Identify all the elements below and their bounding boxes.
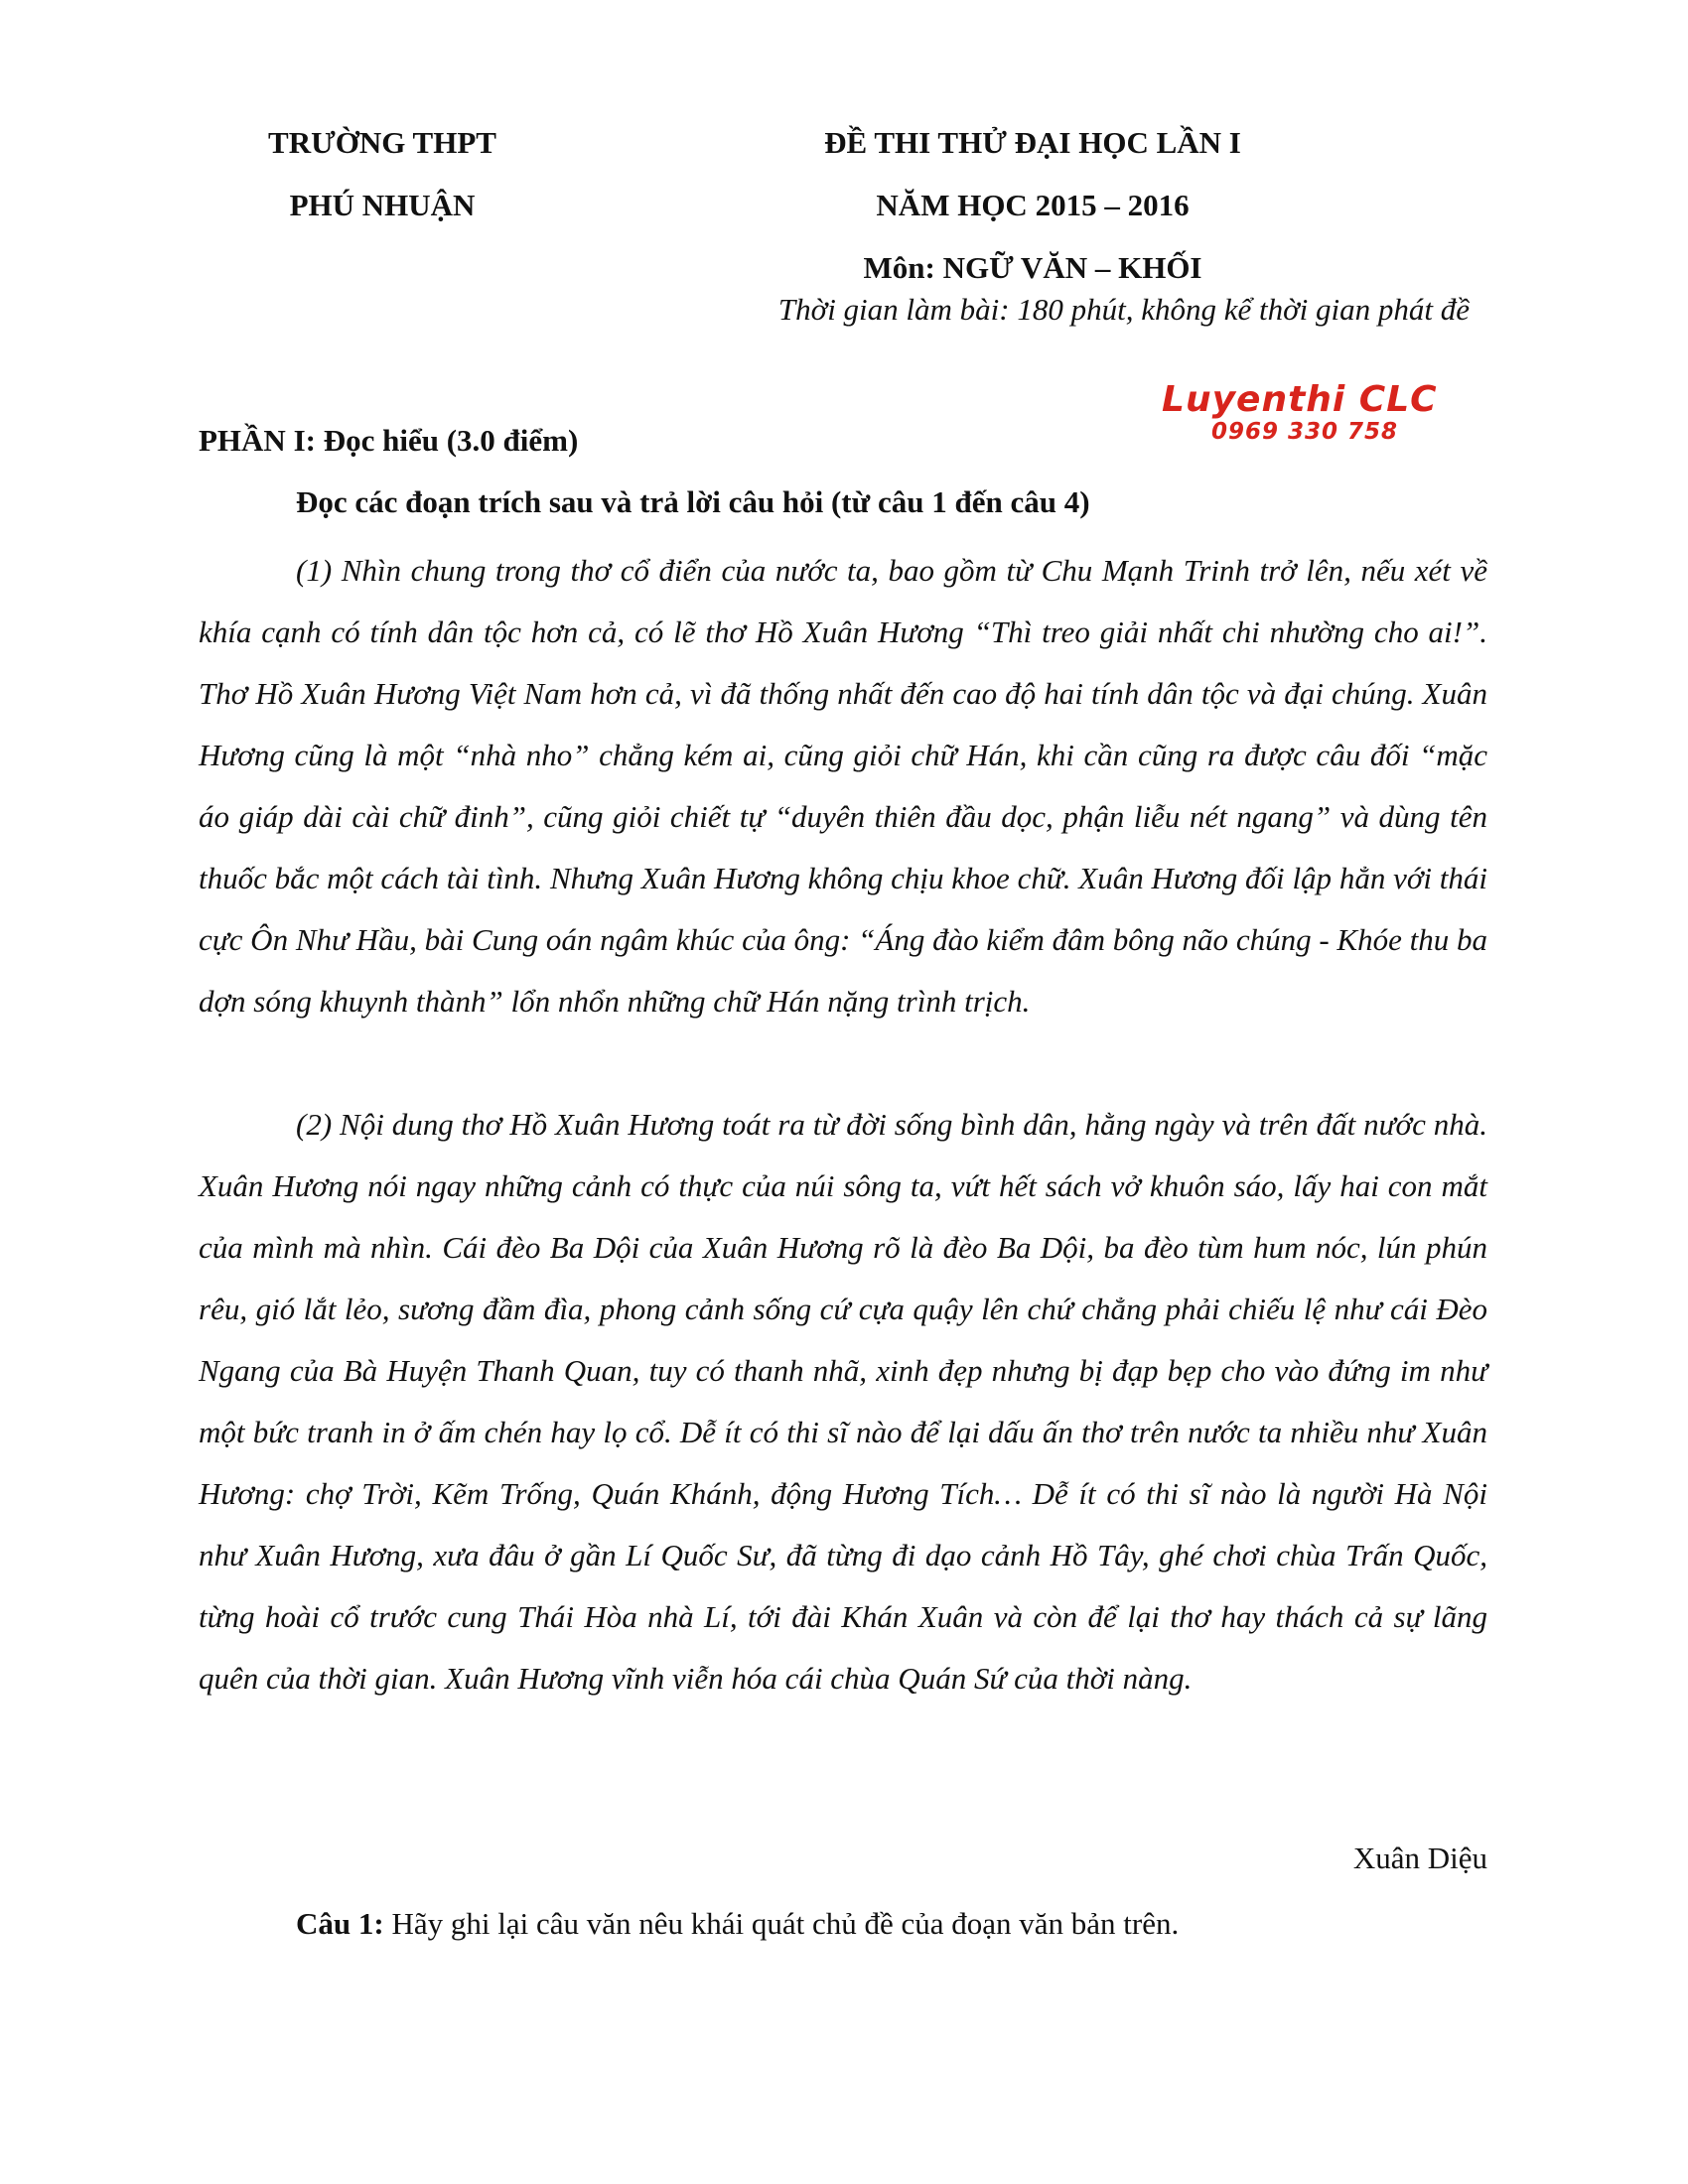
- watermark-brand: Luyenthi CLC: [1162, 379, 1438, 420]
- question-1-text: Hãy ghi lại câu văn nêu khái quát chủ đề của đoạn văn bản trên.: [383, 1906, 1180, 1941]
- question-1-label: Câu 1:: [296, 1906, 384, 1941]
- school-line-2: PHÚ NHUẬN: [289, 188, 476, 222]
- section-instruction: Đọc các đoạn trích sau và trả lời câu hỏi (từ câu 1 đến câu 4): [296, 484, 1090, 519]
- time-note: Thời gian làm bài: 180 phút, không kể thời gian phát đề: [777, 292, 1470, 327]
- watermark-logo: [1152, 379, 1489, 459]
- exam-title: ĐỀ THI THỬ ĐẠI HỌC LẦN I: [824, 125, 1241, 160]
- school-year: NĂM HỌC 2015 – 2016: [876, 188, 1190, 222]
- school-name: [199, 111, 566, 236]
- passage-author: Xuân Diệu: [1352, 1841, 1487, 1875]
- school-line-1: TRƯỜNG THPT: [268, 125, 496, 160]
- subject: Môn: NGỮ VĂN – KHỐI: [863, 250, 1202, 285]
- exam-header: [755, 111, 1311, 299]
- question-1: [296, 1906, 1179, 1942]
- watermark-phone: 0969 330 758: [1211, 419, 1399, 445]
- passage-paragraph-2: (2) Nội dung thơ Hồ Xuân Hương toát ra từ đời sống bình dân, hằng ngày và trên đất nước nhà. Xuân Hương nói ngay những cảnh có thực của núi sông ta, vứt hết sách vở khuôn sáo, lấy hai con mắt của mình mà nhìn. Cái đèo Ba Dội của Xuân Hương rõ là đèo Ba Dội, ba đèo tùm hum nóc, lún phún rêu, gió lắt lẻo, sương đầm đìa, phong cảnh sống cứ cựa quậy lên chứ chẳng phải chiếu lệ như cái Đèo Ngang của Bà Huyện Thanh Quan, tuy có thanh nhã, xinh đẹp nhưng bị đạp bẹp cho vào đứng im như một bức tranh in ở ấm chén hay lọ cổ. Dễ ít có thi sĩ nào để lại dấu ấn thơ trên nước ta nhiều như Xuân Hương: chợ Trời, Kẽm Trống, Quán Khánh, động Hương Tích… Dễ ít có thi sĩ nào là người Hà Nội như Xuân Hương, xưa đâu ở gần Lí Quốc Sư, đã từng đi dạo cảnh Hồ Tây, ghé chơi chùa Trấn Quốc, từng hoài cổ trước cung Thái Hòa nhà Lí, tới đài Khán Xuân và còn để lại thơ hay thách cả sự lãng quên của thời gian. Xuân Hương vĩnh viễn hóa cái chùa Quán Sứ của thời nàng.: [199, 1107, 1487, 1696]
- section-title: PHẦN I: Đọc hiểu (3.0 điểm): [199, 423, 579, 458]
- passage-paragraph-1: (1) Nhìn chung trong thơ cổ điển của nước ta, bao gồm từ Chu Mạnh Trinh trở lên, nếu xét về khía cạnh có tính dân tộc hơn cả, có lẽ thơ Hồ Xuân Hương “Thì treo giải nhất chi nhường cho ai!”. Thơ Hồ Xuân Hương Việt Nam hơn cả, vì đã thống nhất đến cao độ hai tính dân tộc và đại chúng. Xuân Hương cũng là một “nhà nho” chẳng kém ai, cũng giỏi chữ Hán, khi cần cũng ra được câu đối “mặc áo giáp dài cài chữ đinh”, cũng giỏi chiết tự “duyên thiên đầu dọc, phận liễu nét ngang” và dùng tên thuốc bắc một cách tài tình. Nhưng Xuân Hương không chịu khoe chữ. Xuân Hương đối lập hẳn với thái cực Ôn Như Hầu, bài Cung oán ngâm khúc của ông: “Áng đào kiểm đâm bông não chúng - Khóe thu ba dợn sóng khuynh thành” lổn nhổn những chữ Hán nặng trình trịch.: [199, 553, 1487, 1019]
